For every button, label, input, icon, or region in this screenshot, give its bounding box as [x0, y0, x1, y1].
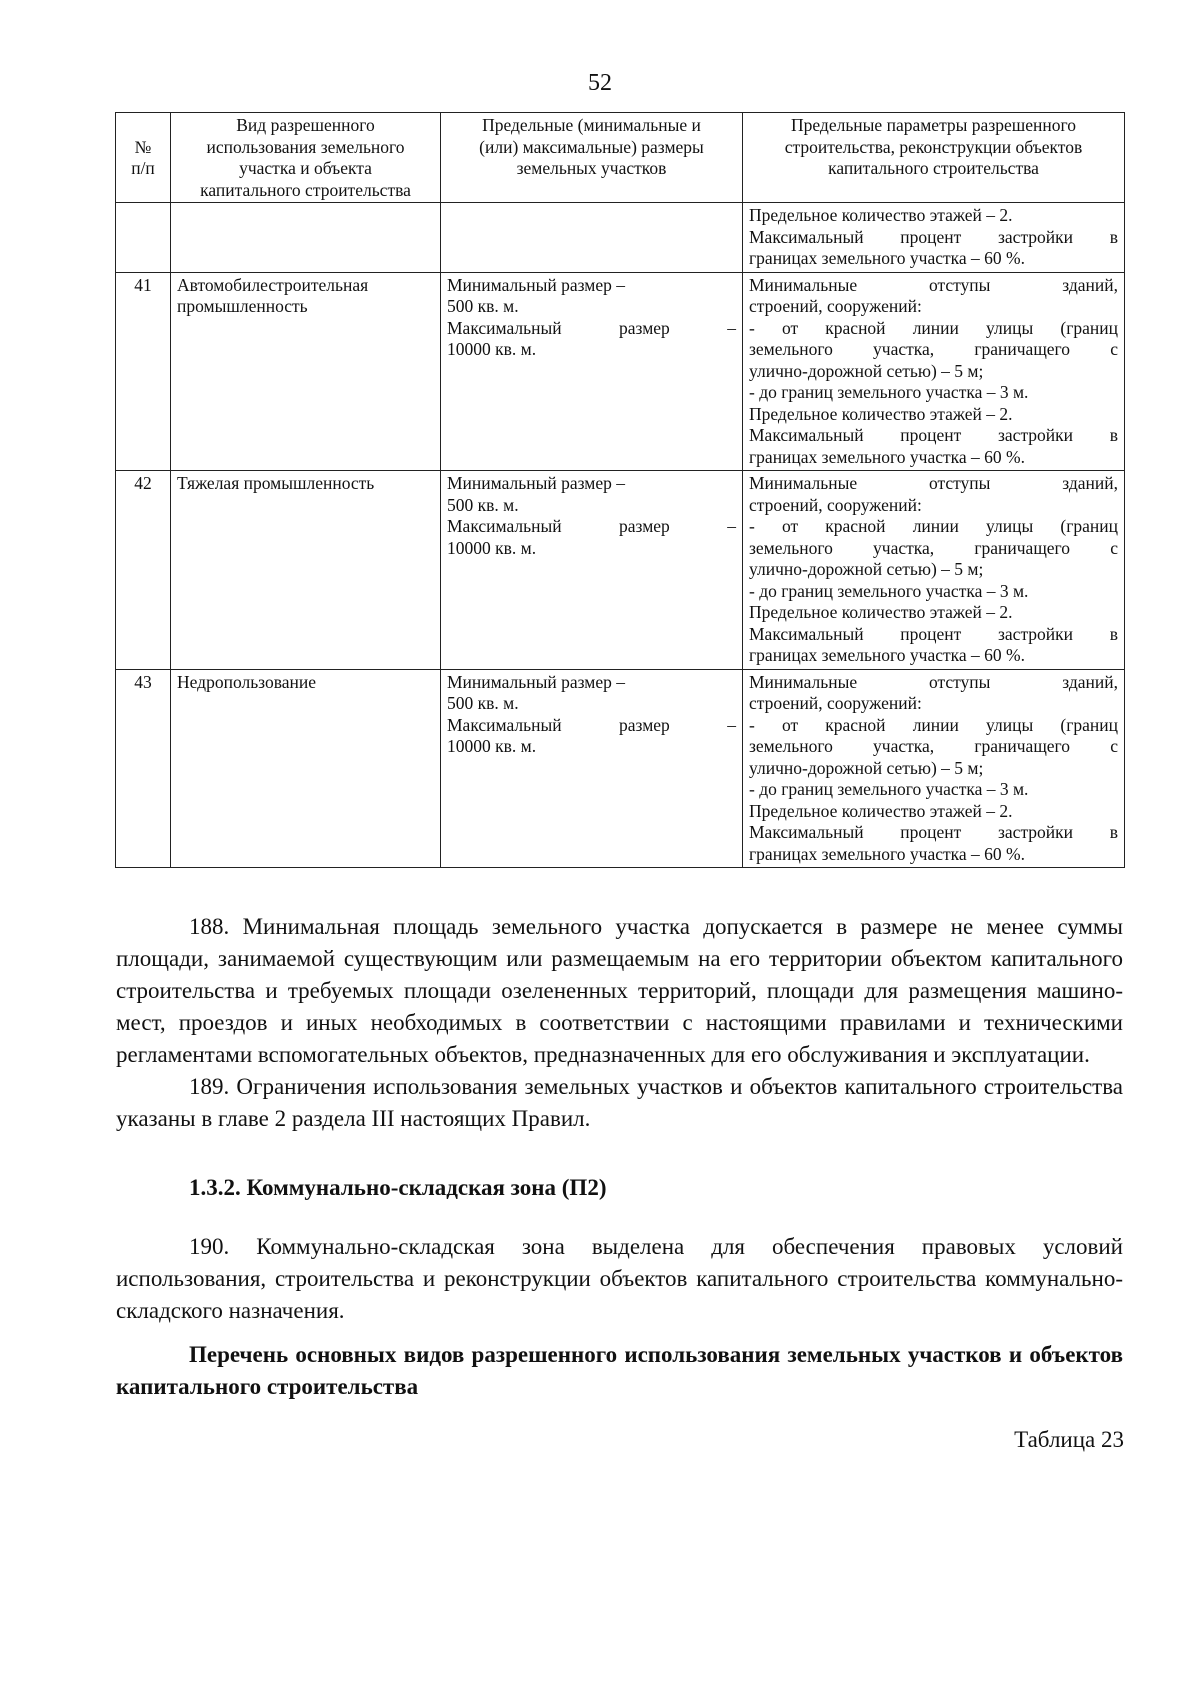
- list-heading-block: [116, 1339, 1123, 1403]
- paragraph-190: 190. Коммунально-складская зона выделена для обеспечения правовых условий использования, строительства и реконструкции объектов капитального строительства коммунально-складского назначения.: [116, 1234, 1123, 1323]
- zoning-parameters-table: [115, 112, 1125, 868]
- row-number: 41: [116, 272, 171, 471]
- use-type-cell: Тяжелая промышленность: [171, 471, 441, 670]
- header-params: Предельные параметры разрешенного строительства, реконструкции объектов капитального строительства: [743, 113, 1125, 203]
- header-use-type: Вид разрешенного использования земельного участка и объекта капитального строительства: [171, 113, 441, 203]
- row-number: 43: [116, 669, 171, 868]
- list-heading: Перечень основных видов разрешенного использования земельных участков и объектов капитального строительства: [116, 1342, 1123, 1399]
- table-header-row: [116, 113, 1125, 203]
- use-type-cell: Автомобилестроительная промышленность: [171, 272, 441, 471]
- params-cell: Минимальные отступы зданий, строений, сооружений: - от красной линии улицы (границ земельного участка, граничащего с улично-дорожной сетью) – 5 м; - до границ земельного участка – 3 м. Предельное количество этажей – 2. Максимальный процент застройки в границах земельного участка – 60 %.: [743, 272, 1125, 471]
- header-num: № п/п: [116, 113, 171, 203]
- paragraph-190-block: [116, 1231, 1123, 1327]
- table-row: [116, 203, 1125, 273]
- params-cell: Минимальные отступы зданий, строений, сооружений: - от красной линии улицы (границ земельного участка, граничащего с улично-дорожной сетью) – 5 м; - до границ земельного участка – 3 м. Предельное количество этажей – 2. Максимальный процент застройки в границах земельного участка – 60 %.: [743, 471, 1125, 670]
- paragraph-188: 188. Минимальная площадь земельного участка допускается в размере не менее суммы площади, занимаемой существующим или размещаемым на его территории объектом капитального строительства и требуемых площади озелененных территорий, площади для размещения машино-мест, проездов и иных необходимых в соответствии с настоящими правилами и техническими регламентами вспомогательных объектов, предназначенных для его обслуживания и эксплуатации.: [116, 914, 1123, 1067]
- paragraph-189: 189. Ограничения использования земельных участков и объектов капитального строительства указаны в главе 2 раздела III настоящих Правил.: [116, 1074, 1123, 1131]
- use-type-cell: Недропользование: [171, 669, 441, 868]
- table-caption: Таблица 23: [1014, 1427, 1124, 1452]
- table-row: [116, 471, 1125, 670]
- page-number: 52: [588, 70, 612, 96]
- params-cell: Минимальные отступы зданий, строений, сооружений: - от красной линии улицы (границ земельного участка, граничащего с улично-дорожной сетью) – 5 м; - до границ земельного участка – 3 м. Предельное количество этажей – 2. Максимальный процент застройки в границах земельного участка – 60 %.: [743, 669, 1125, 868]
- paragraphs-188-189: [116, 911, 1123, 1135]
- plot-size-cell: Минимальный размер – 500 кв. м. Максимальный размер – 10000 кв. м.: [441, 669, 743, 868]
- section-heading: 1.3.2. Коммунально-складская зона (П2): [189, 1175, 607, 1200]
- params-cell: Предельное количество этажей – 2. Максимальный процент застройки в границах земельного участка – 60 %.: [743, 203, 1125, 273]
- table-row: [116, 669, 1125, 868]
- table-row: [116, 272, 1125, 471]
- row-number: 42: [116, 471, 171, 670]
- plot-size-cell: Минимальный размер – 500 кв. м. Максимальный размер – 10000 кв. м.: [441, 272, 743, 471]
- plot-size-cell: Минимальный размер – 500 кв. м. Максимальный размер – 10000 кв. м.: [441, 471, 743, 670]
- header-plot-size: Предельные (минимальные и (или) максимальные) размеры земельных участков: [441, 113, 743, 203]
